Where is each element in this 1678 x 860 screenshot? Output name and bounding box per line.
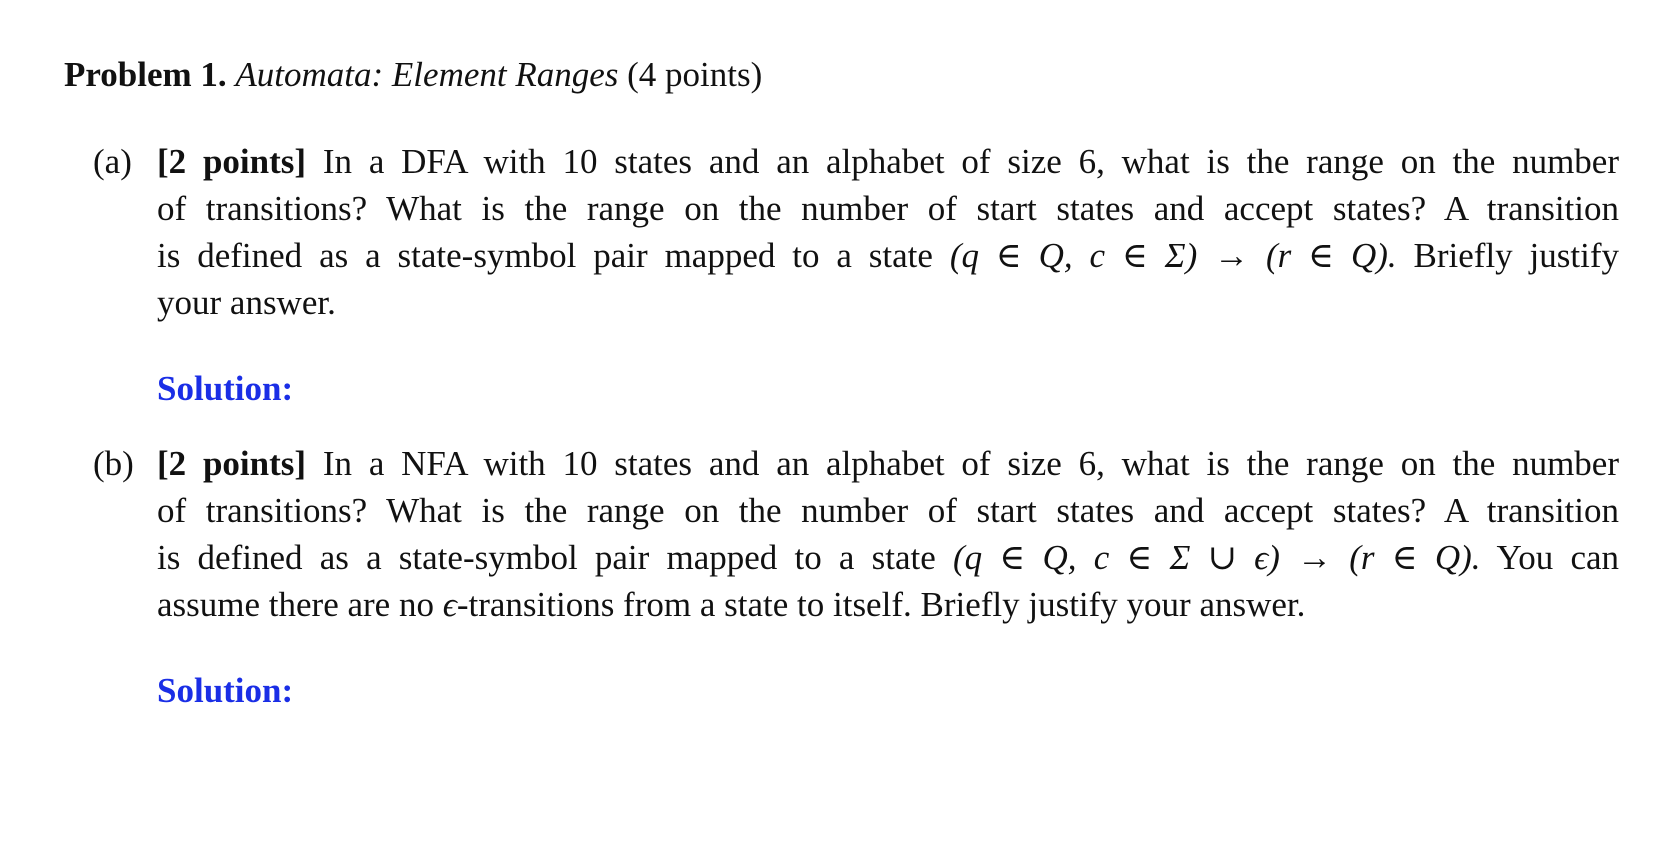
part-b-points: [2 points] [157,444,307,483]
part-b-marker: (b) [93,444,134,483]
part-b-solution-label: Solution: [157,671,294,710]
problem-title: Automata: Element Ranges [235,55,619,94]
part-a-transition-formula: (q ∈ Q, c ∈ Σ) → (r ∈ Q). [949,236,1397,275]
part-b-line-1: [2 points] In a NFA with 10 states and an alphabet of size 6, what is the range on the number [157,444,1619,483]
part-a-line-4: your answer. [157,283,336,322]
problem-points: (4 points) [627,55,763,94]
part-a-line-2: of transitions? What is the range on the number of start states and accept states? A transition [157,189,1619,228]
problem-heading [64,50,762,100]
part-a-points: [2 points] [157,142,307,181]
part-b-transition-formula: (q ∈ Q, c ∈ Σ ∪ ϵ) → (r ∈ Q). [953,538,1481,577]
part-a-solution-label: Solution: [157,369,294,408]
part-b-epsilon: ϵ [442,585,457,624]
part-b-line-2: of transitions? What is the range on the number of start states and accept states? A transition [157,491,1619,530]
part-a-question [157,138,1619,326]
part-b-question [157,440,1619,628]
part-a-line-3: is defined as a state-symbol pair mapped to a state (q ∈ Q, c ∈ Σ) → (r ∈ Q). Briefly justify [157,236,1620,275]
part-b-line-4: assume there are no ϵ-transitions from a state to itself. Briefly justify your answer. [157,585,1306,624]
part-a-marker: (a) [93,142,132,181]
part-b-line-3: is defined as a state-symbol pair mapped to a state (q ∈ Q, c ∈ Σ ∪ ϵ) → (r ∈ Q). You can [157,538,1620,577]
problem-label: Problem 1. [64,55,227,94]
part-a-line-1: [2 points] In a DFA with 10 states and an alphabet of size 6, what is the range on the number [157,142,1619,181]
